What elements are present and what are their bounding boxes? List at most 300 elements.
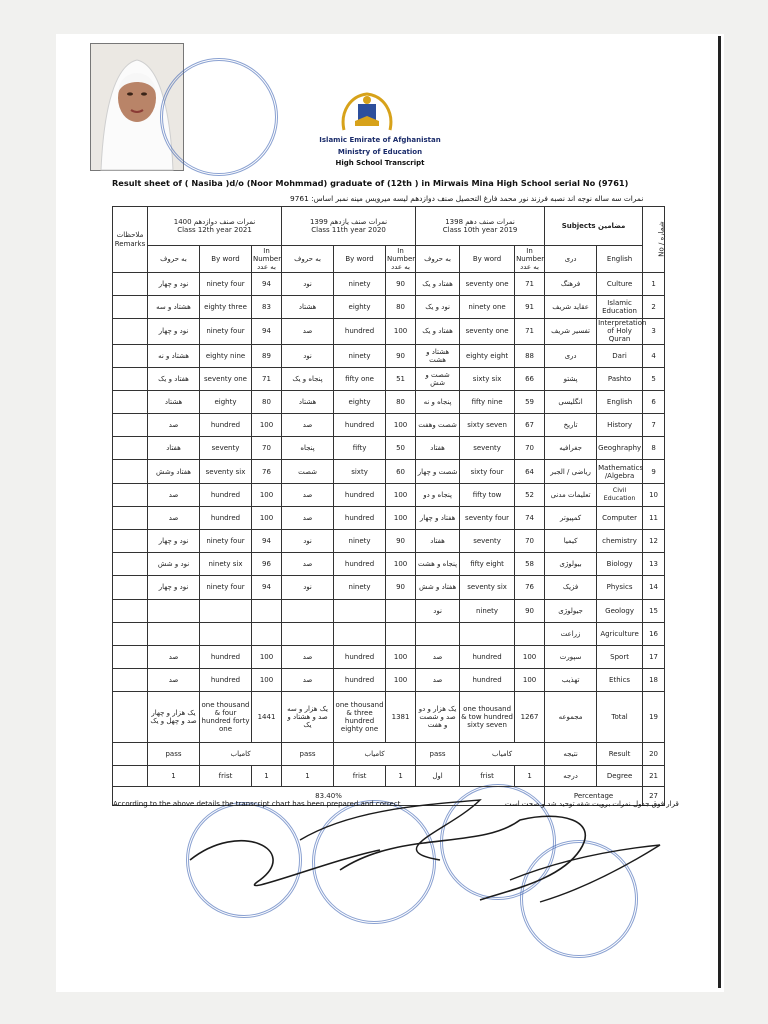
subject-english: Geology	[597, 599, 643, 622]
y12-number: 94	[252, 273, 282, 296]
result-row	[113, 743, 665, 766]
subject-row	[113, 414, 665, 437]
y11-letters: هشتاد	[282, 296, 334, 319]
y12-letters: نود و چهار	[148, 273, 200, 296]
subject-english: Islamic Education	[597, 296, 643, 319]
subject-dari: سپورت	[545, 645, 597, 668]
y11-letters: نود	[282, 344, 334, 367]
y11-letters: نود	[282, 576, 334, 599]
subject-dari: تعلیمات مدنی	[545, 483, 597, 506]
y12-letters: هفتاد و یک	[148, 367, 200, 390]
y10-word: seventy	[460, 437, 515, 460]
y12-letters: نود و چهار	[148, 530, 200, 553]
y11-letters: نود	[282, 273, 334, 296]
header-ministry: Ministry of Education	[337, 148, 423, 156]
y10-letters: پنجاه و دو	[416, 483, 460, 506]
y10-word: sixty six	[460, 367, 515, 390]
y12-letters: هشتاد و نه	[148, 344, 200, 367]
subject-dari: دری	[545, 344, 597, 367]
y11-letters: صد	[282, 669, 334, 692]
y10-total-dari: یک هزار و دو صد و شصت و هفت	[416, 692, 460, 743]
year10-header: نمرات صنف دهم 1398 Class 10th year 2019	[416, 207, 545, 246]
subject-english: Computer	[597, 506, 643, 529]
y10-degree-number: 1	[515, 766, 545, 787]
y11-number: 100	[386, 319, 416, 344]
subject-dari: بیولوژی	[545, 553, 597, 576]
no-header: No / شماره	[643, 207, 665, 273]
signature-scribbles	[180, 790, 680, 920]
y10-result-pass: pass	[416, 743, 460, 766]
y10-word: sixty seven	[460, 414, 515, 437]
remarks-cell	[113, 414, 148, 437]
total-row	[113, 692, 665, 743]
y10-letters: نود	[416, 599, 460, 622]
y12-word: hundred	[200, 506, 252, 529]
subject-row	[113, 506, 665, 529]
y10-word: ninety	[460, 599, 515, 622]
y11-word: hundred	[334, 483, 386, 506]
y12-degree-number: 1	[252, 766, 282, 787]
row-no: 2	[643, 296, 665, 319]
y10-number: 52	[515, 483, 545, 506]
percentage-label: Percentage	[545, 787, 643, 806]
y12-word: ninety four	[200, 576, 252, 599]
y10-word: hundred	[460, 669, 515, 692]
y11-letters	[282, 599, 334, 622]
y12-result-pass: pass	[148, 743, 200, 766]
y10-letters-header: به حروف	[416, 246, 460, 273]
subject-row	[113, 319, 665, 344]
y11-word: ninety	[334, 576, 386, 599]
remarks-cell	[113, 319, 148, 344]
y12-number: 96	[252, 553, 282, 576]
subject-english: Civil Education	[597, 483, 643, 506]
y11-word	[334, 599, 386, 622]
y12-letters: صد	[148, 483, 200, 506]
subject-row	[113, 645, 665, 668]
y10-number: 58	[515, 553, 545, 576]
y12-letters-header: به حروف	[148, 246, 200, 273]
y11-result-pass: pass	[282, 743, 334, 766]
y12-degree-dari: 1	[148, 766, 200, 787]
subject-english: Mathematics /Algebra	[597, 460, 643, 483]
y11-word: hundred	[334, 645, 386, 668]
subject-english: Dari	[597, 344, 643, 367]
y10-word: seventy one	[460, 319, 515, 344]
remarks-cell	[113, 367, 148, 390]
y12-number: 83	[252, 296, 282, 319]
y10-letters: هفتاد و چهار	[416, 506, 460, 529]
remarks-cell	[113, 599, 148, 622]
y11-total-number: 1381	[386, 692, 416, 743]
subject-english: chemistry	[597, 530, 643, 553]
dari-column-header: دری	[545, 246, 597, 273]
y12-word-header: By word	[200, 246, 252, 273]
subject-dari: زراعت	[545, 622, 597, 645]
y10-letters: پنجاه و نه	[416, 390, 460, 413]
y10-number: 74	[515, 506, 545, 529]
y12-number: 89	[252, 344, 282, 367]
header-row-2	[113, 246, 665, 273]
row-no: 10	[643, 483, 665, 506]
y11-number: 50	[386, 437, 416, 460]
remarks-cell	[113, 437, 148, 460]
row-no: 15	[643, 599, 665, 622]
y12-word: ninety four	[200, 319, 252, 344]
subject-english: Pashto	[597, 367, 643, 390]
y12-number: 94	[252, 530, 282, 553]
y11-letters: هشتاد	[282, 390, 334, 413]
y12-number: 80	[252, 390, 282, 413]
y12-word: ninety four	[200, 273, 252, 296]
y10-number: 70	[515, 530, 545, 553]
total-dari-label: مجموعه	[545, 692, 597, 743]
y10-letters: صد	[416, 669, 460, 692]
remarks-cell	[113, 576, 148, 599]
y11-number: 100	[386, 483, 416, 506]
y12-number: 70	[252, 437, 282, 460]
subject-row	[113, 273, 665, 296]
y12-word: eighty nine	[200, 344, 252, 367]
subject-row	[113, 437, 665, 460]
subject-dari: تهذیب	[545, 669, 597, 692]
y11-number: 100	[386, 414, 416, 437]
y10-number: 88	[515, 344, 545, 367]
subject-dari: جغرافیه	[545, 437, 597, 460]
y10-result-kamyab: کامیاب	[460, 743, 545, 766]
y10-letters: شصت و چهار	[416, 460, 460, 483]
subject-row	[113, 669, 665, 692]
y12-number: 100	[252, 506, 282, 529]
y12-number	[252, 622, 282, 645]
y11-word: eighty	[334, 296, 386, 319]
y11-letters: شصت	[282, 460, 334, 483]
y10-number: 71	[515, 273, 545, 296]
subject-dari: ریاضی / الجبر	[545, 460, 597, 483]
y10-number	[515, 622, 545, 645]
y11-total-word: one thousand & three hundred eighty one	[334, 692, 386, 743]
y12-word: hundred	[200, 414, 252, 437]
y11-degree-dari: 1	[282, 766, 334, 787]
y11-letters: صد	[282, 645, 334, 668]
y10-letters: نود و یک	[416, 296, 460, 319]
y12-letters: صد	[148, 506, 200, 529]
y11-word: hundred	[334, 414, 386, 437]
remarks-cell	[113, 296, 148, 319]
transcript-table	[112, 206, 665, 806]
y12-number: 94	[252, 576, 282, 599]
y10-word: seventy four	[460, 506, 515, 529]
row-no: 13	[643, 553, 665, 576]
y11-word: ninety	[334, 273, 386, 296]
row-no: 1	[643, 273, 665, 296]
y12-number-header: In Number به عدد	[253, 246, 282, 272]
subject-row	[113, 367, 665, 390]
row-no: 11	[643, 506, 665, 529]
page-edge	[718, 36, 721, 988]
degree-no: 21	[643, 766, 665, 787]
y10-number: 76	[515, 576, 545, 599]
y10-number: 91	[515, 296, 545, 319]
y11-letters: پنجاه و یک	[282, 367, 334, 390]
y12-degree-word: frist	[200, 766, 252, 787]
subject-dari: تاریخ	[545, 414, 597, 437]
subject-english: English	[597, 390, 643, 413]
subject-english: Agriculture	[597, 622, 643, 645]
row-no: 4	[643, 344, 665, 367]
y10-number-header: In Number به عدد	[516, 246, 545, 272]
y12-letters: هشتاد	[148, 390, 200, 413]
subject-dari: تفسیر شریف	[545, 319, 597, 344]
y11-number: 100	[386, 506, 416, 529]
total-label: Total	[597, 692, 643, 743]
row-no: 16	[643, 622, 665, 645]
y10-letters: هفتاد و یک	[416, 319, 460, 344]
remarks-cell	[113, 344, 148, 367]
y12-letters: نود و شش	[148, 553, 200, 576]
row-no: 9	[643, 460, 665, 483]
y11-result-kamyab: کامیاب	[334, 743, 416, 766]
y10-word: eighty eight	[460, 344, 515, 367]
header-doc-type: High School Transcript	[335, 159, 425, 167]
remarks-cell	[113, 645, 148, 668]
y10-letters: شصت وهفت	[416, 414, 460, 437]
degree-label: Degree	[597, 766, 643, 787]
y12-number: 100	[252, 483, 282, 506]
y12-word	[200, 599, 252, 622]
y10-word: sixty four	[460, 460, 515, 483]
y11-letters-header: به حروف	[282, 246, 334, 273]
y12-word: seventy	[200, 437, 252, 460]
y10-total-word: one thousand & tow hundred sixty seven	[460, 692, 515, 743]
subject-english: Geoghraphy	[597, 437, 643, 460]
row-no: 17	[643, 645, 665, 668]
y12-word: hundred	[200, 645, 252, 668]
remarks-cell	[113, 553, 148, 576]
remarks-cell	[113, 483, 148, 506]
y12-letters: صد	[148, 669, 200, 692]
subject-dari: فزیک	[545, 576, 597, 599]
y11-word: fifty	[334, 437, 386, 460]
row-no: 12	[643, 530, 665, 553]
y11-word: hundred	[334, 553, 386, 576]
y10-letters: هفتاد و شش	[416, 576, 460, 599]
y12-result-kamyab: کامیاب	[200, 743, 282, 766]
subject-english: Biology	[597, 553, 643, 576]
y10-word: fifty tow	[460, 483, 515, 506]
y12-word: seventy one	[200, 367, 252, 390]
y10-letters: هفتاد و یک	[416, 273, 460, 296]
y10-number: 59	[515, 390, 545, 413]
y10-word: hundred	[460, 645, 515, 668]
result-label: Result	[597, 743, 643, 766]
y12-total-dari: یک هزار و چهار صد و چهل و یک	[148, 692, 200, 743]
y11-letters: صد	[282, 319, 334, 344]
y10-number: 67	[515, 414, 545, 437]
remarks-cell	[113, 669, 148, 692]
percentage-no: 27	[643, 787, 665, 806]
y11-letters: صد	[282, 553, 334, 576]
y12-number	[252, 599, 282, 622]
y11-degree-word: frist	[334, 766, 386, 787]
y10-degree-dari: اول	[416, 766, 460, 787]
y12-letters: هفتاد وشش	[148, 460, 200, 483]
y10-word: seventy one	[460, 273, 515, 296]
y10-word	[460, 622, 515, 645]
y11-word: eighty	[334, 390, 386, 413]
subject-row	[113, 599, 665, 622]
y12-word: ninety six	[200, 553, 252, 576]
y11-word	[334, 622, 386, 645]
y11-number: 100	[386, 645, 416, 668]
y10-degree-word: frist	[460, 766, 515, 787]
subject-english: Ethics	[597, 669, 643, 692]
row-no: 3	[643, 319, 665, 344]
y12-total-number: 1441	[252, 692, 282, 743]
y11-number: 90	[386, 344, 416, 367]
y12-letters: صد	[148, 414, 200, 437]
y12-word	[200, 622, 252, 645]
subject-row	[113, 390, 665, 413]
row-no: 7	[643, 414, 665, 437]
subject-row	[113, 460, 665, 483]
y11-word: hundred	[334, 319, 386, 344]
row-no: 5	[643, 367, 665, 390]
y12-letters	[148, 622, 200, 645]
result-sheet-title: Result sheet of ( Nasiba )d/o (Noor Mohmmad) graduate of (12th ) in Mirwais Mina High School serial No (9761)	[112, 178, 629, 188]
y10-number: 100	[515, 645, 545, 668]
year11-header: نمرات صنف یازدهم 1399 Class 11th year 2020	[282, 207, 416, 246]
y11-number: 100	[386, 669, 416, 692]
remarks-cell	[113, 506, 148, 529]
y10-number: 64	[515, 460, 545, 483]
y12-letters	[148, 599, 200, 622]
y10-letters	[416, 622, 460, 645]
footer-note-dari: قرار فوق جدول نمرات برویت شقه توحید شد و صحت است	[505, 800, 679, 808]
y10-letters: هفتاد	[416, 530, 460, 553]
y10-number: 100	[515, 669, 545, 692]
y10-word: fifty eight	[460, 553, 515, 576]
y10-letters: صد	[416, 645, 460, 668]
row-no: 14	[643, 576, 665, 599]
subject-row	[113, 576, 665, 599]
y11-number: 80	[386, 296, 416, 319]
subject-english: Culture	[597, 273, 643, 296]
subject-row	[113, 622, 665, 645]
y12-word: eighty	[200, 390, 252, 413]
y12-number: 76	[252, 460, 282, 483]
header-emirate: Islamic Emirate of Afghanistan	[319, 136, 441, 144]
subject-row	[113, 530, 665, 553]
y12-number: 71	[252, 367, 282, 390]
subject-row	[113, 296, 665, 319]
y11-number	[386, 599, 416, 622]
y12-letters: نود و چهار	[148, 319, 200, 344]
result-sheet-title-dari: نمرات سه ساله نوجه اند نصبه فرزند نور محمد فارغ التحصیل صنف دوازدهم لیسه میرویس مینه نمبر اساس: 9761	[290, 194, 644, 203]
y11-word: hundred	[334, 506, 386, 529]
subject-dari: پشتو	[545, 367, 597, 390]
y11-degree-number: 1	[386, 766, 416, 787]
footer-note: According to the above details the transcript chart has been prepared and correct	[113, 800, 401, 808]
y11-word: ninety	[334, 530, 386, 553]
y11-letters: صد	[282, 414, 334, 437]
y10-number: 71	[515, 319, 545, 344]
subject-dari: انگلیسی	[545, 390, 597, 413]
english-column-header: English	[597, 246, 643, 273]
y10-word: fifty nine	[460, 390, 515, 413]
remarks-header: ملاحظات Remarks	[113, 207, 148, 273]
subject-dari: عقاید شریف	[545, 296, 597, 319]
subjects-header: Subjects مضامین	[545, 207, 643, 246]
y11-letters: صد	[282, 483, 334, 506]
subject-dari: فرهنگ	[545, 273, 597, 296]
y10-letters: شصت و شش	[416, 367, 460, 390]
y12-letters: نود و چهار	[148, 576, 200, 599]
subject-dari: کیمیا	[545, 530, 597, 553]
y10-word-header: By word	[460, 246, 515, 273]
y12-word: eighty three	[200, 296, 252, 319]
degree-row	[113, 766, 665, 787]
y10-letters: پنجاه و هشت	[416, 553, 460, 576]
subject-english: Sport	[597, 645, 643, 668]
row-no: 6	[643, 390, 665, 413]
y11-number: 60	[386, 460, 416, 483]
y10-letters: هشتاد و هشت	[416, 344, 460, 367]
y10-word: seventy	[460, 530, 515, 553]
y12-word: seventy six	[200, 460, 252, 483]
row-no: 18	[643, 669, 665, 692]
y12-word: ninety four	[200, 530, 252, 553]
y11-number	[386, 622, 416, 645]
remarks-cell	[113, 460, 148, 483]
y12-number: 100	[252, 669, 282, 692]
y10-letters: هفتاد	[416, 437, 460, 460]
y10-number: 66	[515, 367, 545, 390]
y12-number: 94	[252, 319, 282, 344]
y11-number: 90	[386, 273, 416, 296]
row-no: 8	[643, 437, 665, 460]
y11-letters	[282, 622, 334, 645]
y12-letters: صد	[148, 645, 200, 668]
result-no: 20	[643, 743, 665, 766]
result-dari-label: نتیجه	[545, 743, 597, 766]
percentage-value: 83.40%	[113, 787, 545, 806]
y10-word: ninety one	[460, 296, 515, 319]
subject-row	[113, 483, 665, 506]
y11-number: 100	[386, 553, 416, 576]
subject-english: Physics	[597, 576, 643, 599]
y11-number: 80	[386, 390, 416, 413]
remarks-cell	[113, 390, 148, 413]
y11-number: 51	[386, 367, 416, 390]
y11-word-header: By word	[334, 246, 386, 273]
emblem-icon	[338, 90, 396, 134]
total-no: 19	[643, 692, 665, 743]
y11-number: 90	[386, 530, 416, 553]
y12-total-word: one thousand & four hundred forty one	[200, 692, 252, 743]
y12-letters: هشتاد و سه	[148, 296, 200, 319]
year12-header: نمرات صنف دوازدهم 1400 Class 12th year 2021	[148, 207, 282, 246]
y11-word: hundred	[334, 669, 386, 692]
subject-english: Interpretation of Holy Quran	[598, 319, 647, 344]
y11-letters: صد	[282, 506, 334, 529]
subject-row	[113, 553, 665, 576]
header-row-1	[113, 207, 665, 246]
y11-letters: نود	[282, 530, 334, 553]
y12-word: hundred	[200, 483, 252, 506]
subject-dari: جیولوژی	[545, 599, 597, 622]
y10-total-number: 1267	[515, 692, 545, 743]
